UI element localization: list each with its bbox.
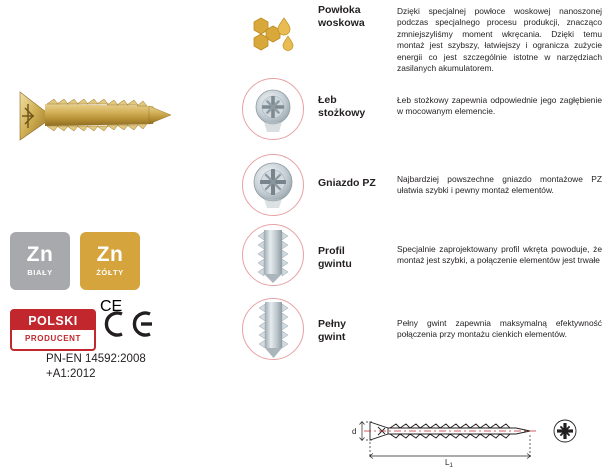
feature-title-line-1: Pełny bbox=[318, 318, 347, 330]
polski-producent-badge bbox=[10, 309, 96, 351]
countersunk-head-icon bbox=[240, 76, 306, 142]
thread-profile-icon bbox=[240, 222, 306, 288]
feature-desc-pelny-gwint: Pełny gwint zapewnia maksymalną efektywność połączenia przy montażu cienkich elementów. bbox=[397, 318, 602, 340]
feature-title-line-2: gwint bbox=[318, 331, 346, 343]
polski-producent-bottom: PRODUCENT bbox=[24, 334, 82, 343]
thread-profile-glyph bbox=[240, 222, 306, 288]
badge-zn-zolty bbox=[80, 232, 140, 290]
countersunk-head-glyph bbox=[240, 76, 306, 142]
badge-zn-zolty-sub: ŻÓŁTY bbox=[96, 268, 124, 277]
product-photo bbox=[14, 68, 214, 158]
badge-zn-zolty-main: Zn bbox=[96, 243, 124, 266]
standard-line-2: +A1:2012 bbox=[46, 368, 96, 380]
svg-text:CE: CE bbox=[100, 298, 123, 315]
feature-title-line-1: Łeb bbox=[318, 94, 337, 106]
feature-title-line-2: stożkowy bbox=[318, 107, 366, 119]
pz-socket-icon bbox=[554, 420, 576, 442]
badge-zn-bialy-main: Zn bbox=[26, 243, 54, 266]
ce-mark bbox=[100, 298, 158, 337]
polski-producent-top: POLSKI bbox=[12, 311, 94, 330]
dimension-label-d: d bbox=[352, 427, 357, 436]
dimension-label-l: $L_1$ bbox=[445, 458, 453, 469]
feature-title-pelny-gwint bbox=[318, 318, 390, 344]
feature-title-profil-gwintu bbox=[318, 245, 390, 271]
feature-title-powloka-woskowa bbox=[318, 4, 390, 30]
feature-desc-profil-gwintu: Specjalnie zaprojektowany profil wkręta powoduje, że montaż jest szybki, a połączenie elementów jest trwałe bbox=[397, 244, 602, 266]
ce-mark-icon bbox=[100, 298, 158, 337]
screw-illustration bbox=[14, 68, 214, 158]
feature-title-line-1: Gniazdo PZ bbox=[318, 177, 376, 189]
wax-coating-glyph bbox=[240, 4, 306, 70]
technical-drawing-svg bbox=[340, 408, 600, 469]
feature-title-gniazdo-pz bbox=[318, 177, 390, 190]
badge-zn-bialy bbox=[10, 232, 70, 290]
feature-title-line-1: Profil bbox=[318, 245, 345, 257]
pozidriv-socket-glyph bbox=[240, 152, 306, 218]
technical-drawing bbox=[340, 408, 600, 469]
standard-line-1: PN-EN 14592:2008 bbox=[46, 353, 146, 365]
badge-zn-bialy-sub: BIAŁY bbox=[27, 268, 53, 277]
full-thread-glyph bbox=[240, 296, 306, 362]
feature-desc-powloka-woskowa: Dzięki specjalnej powłoce woskowej nanoszonej podczas specjalnego procesu produkcji, znacząco zmniejszyliśmy moment wkręcania. Dzięki temu montaż jest szybszy, łatwiejszy i ogranicza zużycie energii co jest szczególnie istotne w narzędziach zasilanych akumulatorem. bbox=[397, 6, 602, 74]
feature-title-line-2: woskowa bbox=[318, 17, 365, 29]
pozidriv-socket-icon bbox=[240, 152, 306, 218]
feature-title-line-2: gwintu bbox=[318, 258, 352, 270]
coating-badges bbox=[10, 232, 140, 290]
feature-title-line-1: Powłoka bbox=[318, 4, 361, 16]
standards-text bbox=[46, 352, 146, 382]
wax-coating-icon bbox=[240, 4, 306, 70]
feature-desc-gniazdo-pz: Najbardziej powszechne gniazdo montażowe PZ ułatwia szybki i pewny montaż elementów. bbox=[397, 174, 602, 196]
full-thread-icon bbox=[240, 296, 306, 362]
feature-desc-leb-stozkowy: Łeb stożkowy zapewnia odpowiednie jego zagłębienie w mocowanym elemencie. bbox=[397, 95, 602, 117]
feature-title-leb-stozkowy bbox=[318, 94, 390, 120]
